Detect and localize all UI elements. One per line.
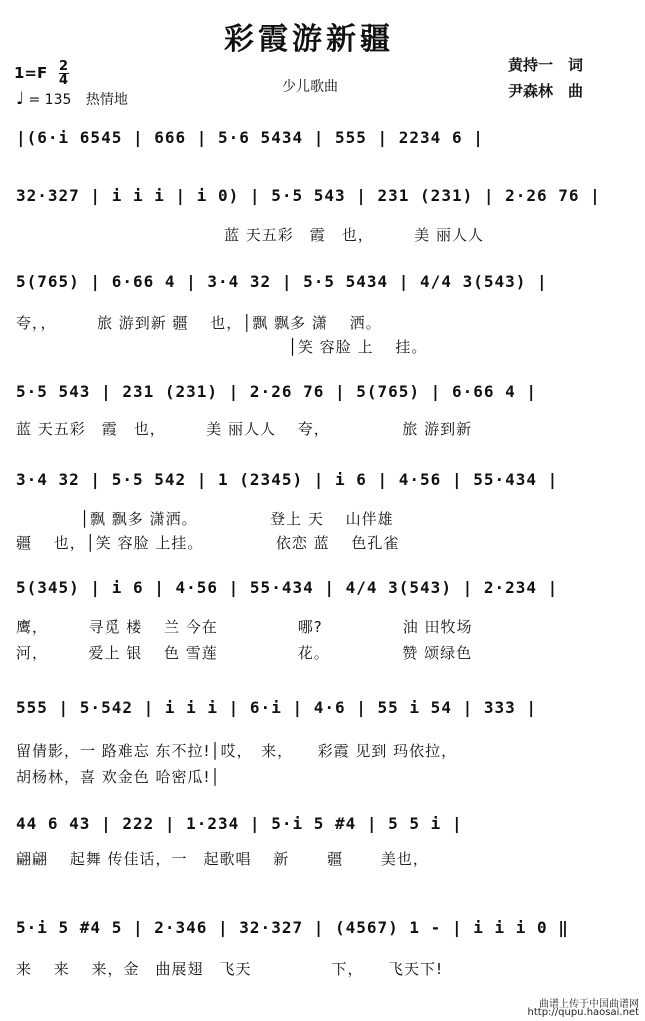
score-system-7 [0,690,645,786]
lyric-line: 鹰， 寻觅 楼 兰 今在 哪? 油 田牧场 [16,618,473,636]
lyric-line: │飘 飘多 潇洒。 登上 天 山伴雄 [16,510,394,528]
score-system-6 [0,570,645,666]
tempo-mark: 热情地 [85,92,128,108]
lyric-line: 河， 爱上 银 色 雪莲 花。 赞 颂绿色 [16,644,473,662]
lyric-line: 夸，， 旅 游到新 疆 也，│飘 飘多 潇 洒。 [16,314,382,332]
score-system-2 [0,178,645,254]
score-system-1 [0,122,645,172]
time-bottom: 4 [58,73,69,88]
tempo [16,89,128,109]
notation-line: 32·327 | i i i | i 0) | 5·5 543 | 231 (231) | 2·26 76 | [16,186,601,205]
notation-line: 5(345) | i 6 | 4·56 | 55·434 | 4/4 3(543) | 2·234 | [16,578,559,597]
lyric-line: 疆 也，│笑 容脸 上挂。 依恋 蓝 色孔雀 [16,534,400,552]
quarter-note-icon: ♩ [16,89,25,109]
time-signature [59,60,69,87]
lyric-line: 蓝 天五彩 霞 也， 美 丽人人 [16,226,485,244]
notation-line: 3·4 32 | 5·5 542 | 1 (2345) | i 6 | 4·56 | 55·434 | [16,470,559,489]
notation-line: 555 | 5·542 | i i i | 6·i | 4·6 | 55 i 54 | 333 | [16,698,538,717]
key-signature [14,60,69,87]
score-system-8 [0,806,645,878]
notation-line: |(6·i 6545 | 666 | 5·6 5434 | 555 | 2234 6 | [16,128,484,147]
score-system-3 [0,268,645,358]
lyric-line: 蓝 天五彩 霞 也， 美 丽人人 夸， 旅 游到新 [16,420,473,438]
composer: 尹森林 曲 [508,82,584,100]
lyric-line: 胡杨林，喜 欢金色 哈密瓜!│ [16,768,221,786]
time-top: 2 [58,59,69,74]
notation-line: 44 6 43 | 222 | 1·234 | 5·i 5 #4 | 5 5 i | [16,814,463,833]
lyric-line: 留倩影，一 路难忘 东不拉!│哎， 来， 彩霞 见到 玛依拉， [16,742,458,760]
lyric-line: │笑 容脸 上 挂。 [16,338,428,356]
notation-line: 5·i 5 #4 5 | 2·346 | 32·327 | (4567) 1 - | i i i 0 ‖ [16,918,569,937]
score-system-4 [0,374,645,444]
watermark-line1: 曲谱上传于中国曲谱网 [539,999,639,1010]
tempo-value: = 135 [28,92,72,108]
score-system-5 [0,462,645,558]
genre-label: 少儿歌曲 [282,79,338,95]
page-title: 彩霞游新疆 [224,22,394,57]
lyric-line: 翩翩 起舞 传佳话，一 起歌唱 新 疆 美也， [16,850,429,868]
notation-line: 5·5 543 | 231 (231) | 2·26 76 | 5(765) | 6·66 4 | [16,382,538,401]
watermark-line2: http://qupu.haosai.net [527,1007,639,1018]
lyricist: 黄持一 词 [508,56,584,74]
notation-line: 5(765) | 6·66 4 | 3·4 32 | 5·5 5434 | 4/4 3(543) | [16,272,548,291]
lyric-line: 来 来 来，金 曲展翅 飞天 下， 飞天下! [16,960,444,978]
key-label: 1=F [14,64,48,82]
score-system-9 [0,908,645,986]
